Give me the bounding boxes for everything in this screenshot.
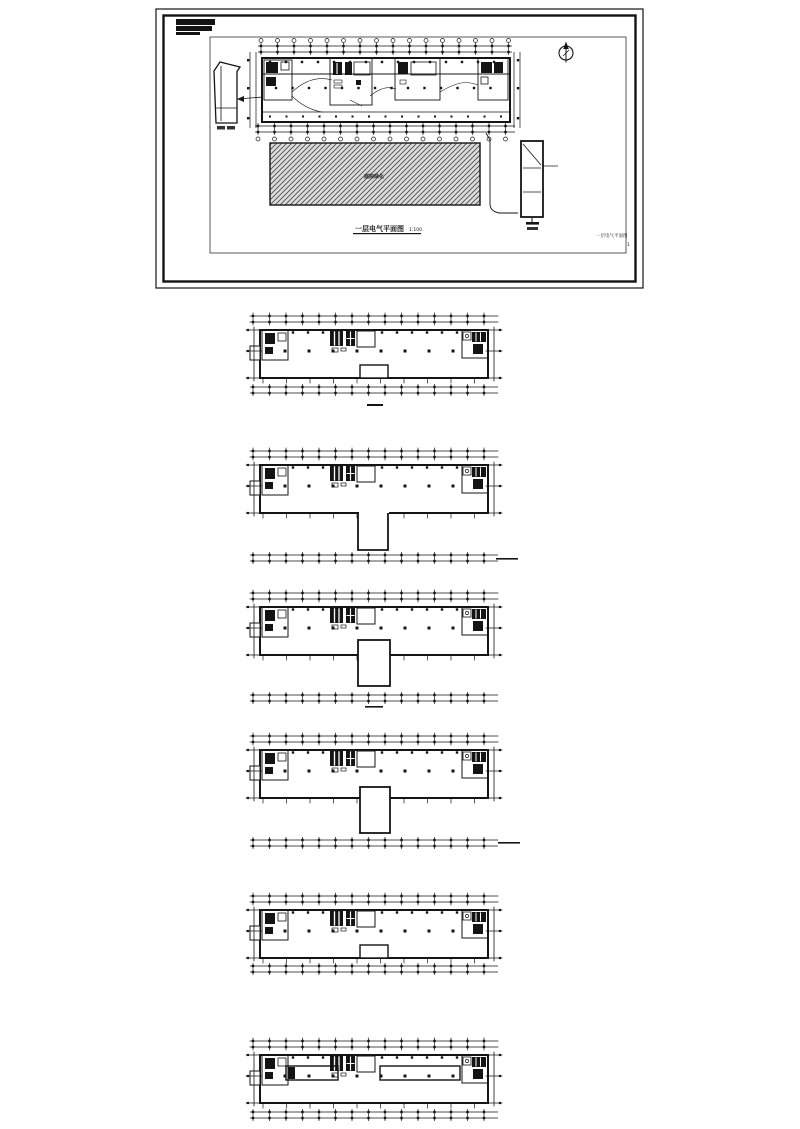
floor-strip-2 xyxy=(246,448,518,564)
floor-strip-1 xyxy=(246,313,502,406)
dim-band xyxy=(250,552,498,564)
dim-band xyxy=(250,837,498,849)
stair-stem xyxy=(358,513,388,550)
dim-band xyxy=(250,1109,498,1121)
hatched-area xyxy=(270,143,480,205)
stair-box xyxy=(358,640,390,686)
scale-dash xyxy=(496,558,518,560)
dim-band xyxy=(250,384,498,396)
side-note-text: 一层电气平面图 xyxy=(596,234,628,239)
ramp-label-mark xyxy=(217,126,225,130)
floor-strip-5 xyxy=(246,893,502,975)
title-dash xyxy=(365,706,383,708)
stair-bump xyxy=(360,365,388,378)
floor-strip-6 xyxy=(246,1038,502,1121)
dim-band xyxy=(250,963,498,975)
scale-dash xyxy=(498,842,520,844)
page-number: 1 xyxy=(627,243,630,248)
floor-strip-4 xyxy=(246,733,520,849)
dim-band xyxy=(250,692,498,704)
ramp-label-mark xyxy=(227,126,235,130)
stair-bump xyxy=(360,945,388,958)
plan-title-text: 一层电气平面图 xyxy=(355,225,404,233)
hatch-label: 庭院绿化 xyxy=(364,174,385,180)
title-dash xyxy=(367,404,383,406)
floor-strip-3 xyxy=(246,590,502,708)
stair-box xyxy=(360,787,390,833)
plan-scale-text: 1:100 xyxy=(409,228,422,233)
